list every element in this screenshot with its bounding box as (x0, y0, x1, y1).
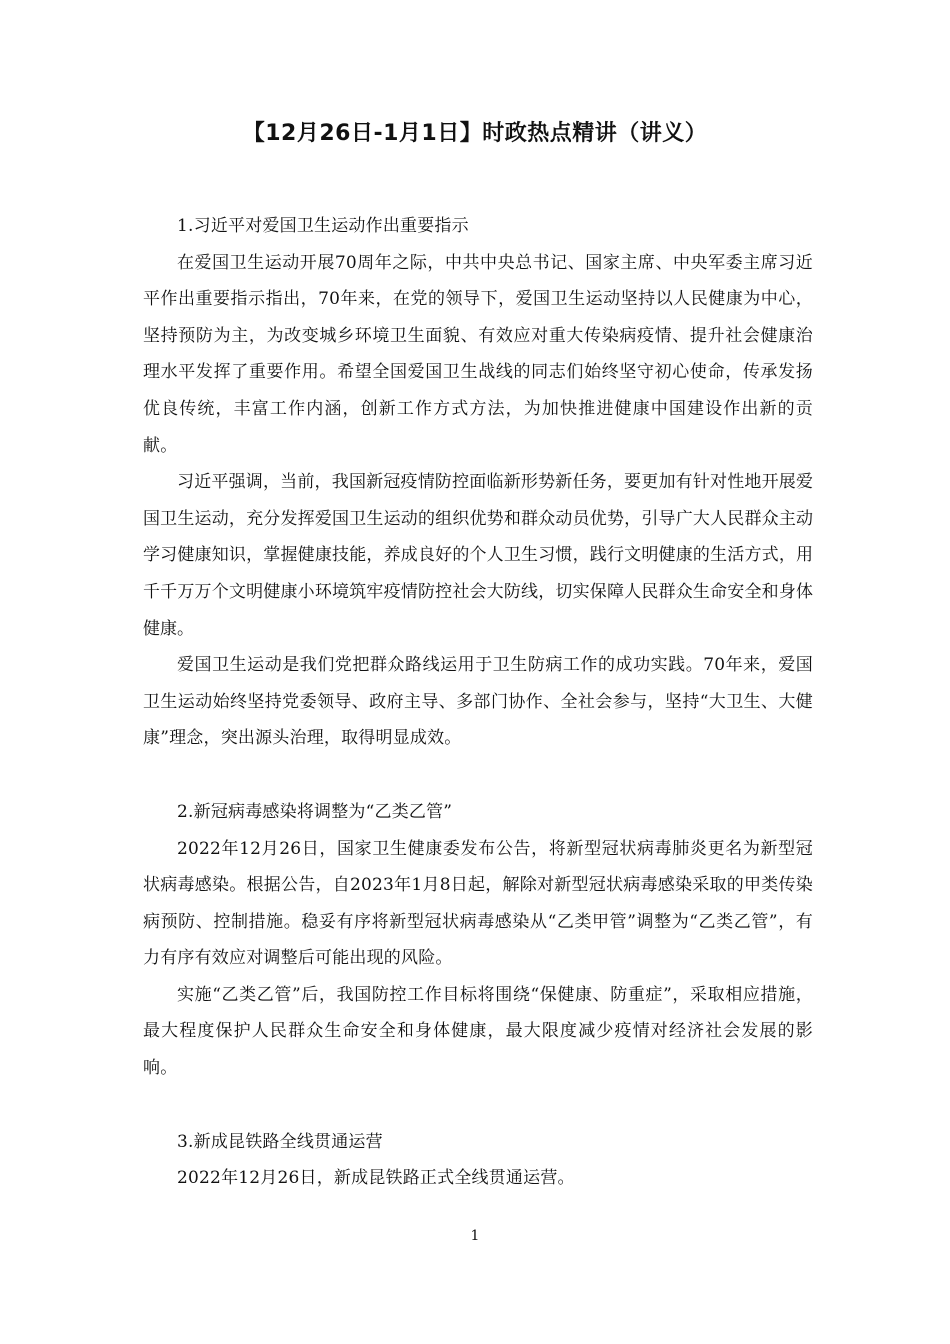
paragraph: 2022年12月26日，国家卫生健康委发布公告，将新型冠状病毒肺炎更名为新型冠状病毒感染。根据公告，自2023年1月8日起，解除对新型冠状病毒感染采取的甲类传染病预防、控制措施。稳妥有序将新型冠状病毒感染从“乙类甲管”调整为“乙类乙管”，有力有序有效应对调整后可能出现的风险。 (143, 838, 813, 969)
section-heading: 2.新冠病毒感染将调整为“乙类乙管” (177, 801, 453, 822)
section-3 (143, 1124, 813, 1197)
paragraph: 2022年12月26日，新成昆铁路正式全线贯通运营。 (177, 1168, 575, 1189)
paragraph: 在爱国卫生运动开展70周年之际，中共中央总书记、国家主席、中央军委主席习近平作出重要指示指出，70年来，在党的领导下，爱国卫生运动坚持以人民健康为中心，坚持预防为主，为改变城乡环境卫生面貌、有效应对重大传染病疫情、提升社会健康治理水平发挥了重要作用。希望全国爱国卫生战线的同志们始终坚守初心使命，传承发扬优良传统，丰富工作内涵，创新工作方式方法，为加快推进健康中国建设作出新的贡献。 (143, 252, 813, 456)
page-number: 1 (470, 1228, 480, 1244)
page-title: 【12月26日-1月1日】时政热点精讲（讲义） (242, 121, 708, 146)
paragraph: 实施“乙类乙管”后，我国防控工作目标将围绕“保健康、防重症”，采取相应措施，最大程度保护人民群众生命安全和身体健康，最大限度减少疫情对经济社会发展的影响。 (143, 984, 813, 1079)
section-1 (143, 208, 813, 757)
paragraph: 爱国卫生运动是我们党把群众路线运用于卫生防病工作的成功实践。70年来，爱国卫生运动始终坚持党委领导、政府主导、多部门协作、全社会参与，坚持“大卫生、大健康”理念，突出源头治理，取得明显成效。 (143, 655, 813, 749)
paragraph: 习近平强调，当前，我国新冠疫情防控面临新形势新任务，要更加有针对性地开展爱国卫生运动，充分发挥爱国卫生运动的组织优势和群众动员优势，引导广大人民群众主动学习健康知识，掌握健康技能，养成良好的个人卫生习惯，践行文明健康的生活方式，用千千万万个文明健康小环境筑牢疫情防控社会大防线，切实保障人民群众生命安全和身体健康。 (143, 472, 813, 639)
section-heading: 1.习近平对爱国卫生运动作出重要指示 (177, 216, 469, 236)
section-heading: 3.新成昆铁路全线贯通运营 (177, 1131, 383, 1152)
document-body (143, 208, 813, 1197)
section-2 (143, 794, 813, 1087)
